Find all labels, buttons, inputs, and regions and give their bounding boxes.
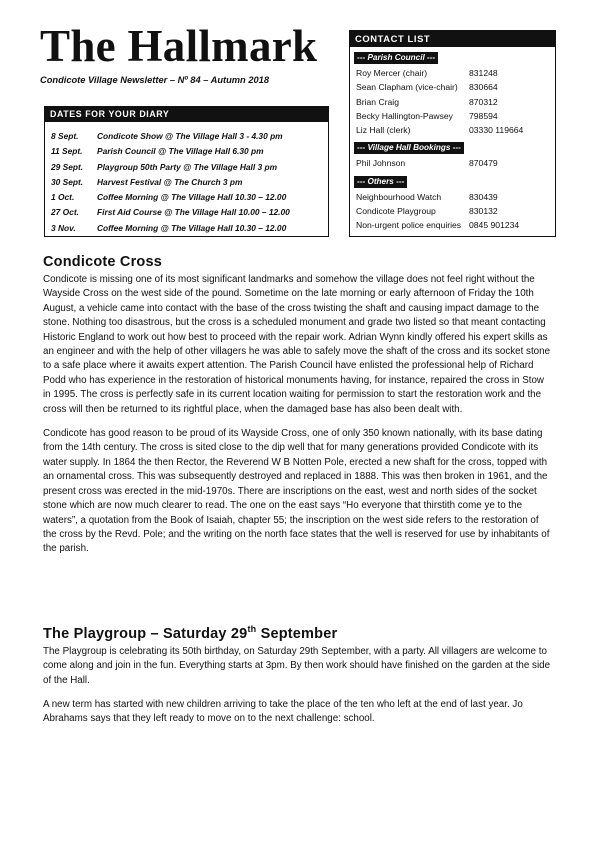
contact-name: Brian Craig [356,96,399,107]
diary-heading: DATES FOR YOUR DIARY [45,107,328,122]
diary-entry [51,205,328,220]
contact-row [350,80,555,94]
article-playgroup [43,624,553,737]
contact-phone: 03330 119664 [469,125,524,136]
contact-row [350,190,555,204]
article-heading: Condicote Cross [43,254,163,270]
article-paragraph: The Playgroup is celebrating its 50th birthday, on Saturday 29th September, with a party. All villagers are welcome to come along and join in the fun. Everything starts at 3pm. By then work should have finished on the garden at the side of the Hall. [43,645,551,686]
diary-entry [51,144,328,159]
contact-name: Non-urgent police enquiries [356,220,462,231]
contact-row [350,66,555,80]
contact-phone: 870479 [469,158,498,169]
contact-row [350,109,555,123]
contact-section-title: --- Parish Council --- [354,52,438,64]
contact-name: Phil Johnson [356,158,406,169]
article-paragraph: Condicote has good reason to be proud of its Wayside Cross, one of only 350 known nationally, with its base dating from the 14th century. The cross is sited close to the dip well that for many generations provided Condicote with its water supply. In 1864 the then Rector, the Reverend W B Notten Pole, erected a new shaft for the cross, topped with an ornamental cross. This was subsequently destroyed and replaced in 1888. This was then broken in 1961, and the present cross was erected in the mid-1970s. There are inscriptions on the east, west and north sides of the socket stone which are now much clearer to read. The one on the east says “Ho everyone that thirstith come ye to the waters”, a quotation from the Book of Isaiah, chapter 55; the inscription on the west side refers to the restoration of the cross by the Revd. Pole; and the writing on the north face states that the well is reserved for use by inhabitants of the parish. [43,428,550,555]
diary-date: 11 Sept. [51,146,83,157]
article-paragraph: A new term has started with new children arriving to take the place of the ten who left at the end of last year. Jo Abrahams says that they left ready to move on to the next challenge: school. [43,699,523,725]
contact-name: Neighbourhood Watch [356,191,442,202]
diary-entry [51,175,328,190]
contact-section-title: --- Village Hall Bookings --- [354,142,464,154]
contact-phone: 830132 [469,206,498,217]
diary-event: Playgroup 50th Party @ The Village Hall 3 pm [97,161,278,172]
contact-row [350,204,555,218]
diary-date: 30 Sept. [51,176,84,187]
contact-row [350,156,555,170]
diary-entry [51,190,328,205]
diary-date: 27 Oct. [51,207,79,218]
contact-phone: 830439 [469,191,498,202]
contact-row [350,218,555,232]
diary-entry [51,221,328,236]
diary-list [45,122,328,236]
article-condicote-cross [43,254,553,567]
heading-text: September [256,625,338,642]
diary-date: 3 Nov. [51,222,76,233]
newsletter-subtitle: Condicote Village Newsletter – Nº 84 – Autumn 2018 [40,75,269,85]
contact-heading: CONTACT LIST [350,31,555,47]
diary-event: First Aid Course @ The Village Hall 10.00 – 12.00 [97,207,290,218]
diary-event: Parish Council @ The Village Hall 6.30 pm [97,146,264,157]
masthead [40,22,336,85]
contact-name: Roy Mercer (chair) [356,68,428,78]
diary-date: 29 Sept. [51,161,84,172]
heading-superscript: th [247,624,257,634]
contact-name: Condicote Playgroup [356,206,436,217]
diary-date: 8 Sept. [51,131,79,141]
diary-event: Coffee Morning @ The Village Hall 10.30 – 12.00 [97,222,287,233]
contact-list [350,47,555,233]
contact-name: Sean Clapham (vice-chair) [356,82,458,93]
diary-event: Condicote Show @ The Village Hall 3 - 4.30 pm [97,131,283,141]
article-paragraph: Condicote is missing one of its most significant landmarks and somehow the village does not feel right without the Wayside Cross on the west side of the pound. Sometime on the late morning or early afternoon of Friday the 10th August, a vehicle came into contact with the base of the cross twisting the shaft and causing impact damage to the stone. Nothing too disastrous, but the cross is a scheduled monument and grade two listed so that meant contacting Historic England to work out how best to proceed with the repair work. Adrian Wynn kindly offered his expert skills as an engineer and with the help of other villagers he was able to safely move the shaft of the cross and its socket stone to a safe place where it awaits expert attention. The Parish Council have enlisted the professional help of Richard Podd who has experience in the restoration of historical monuments having, for instance, repaired the cross in Stow in 1995. The cross is perfectly safe in its current location waiting for permission to start the restoration work and the cross will then be returned to its rightful place, when the damaged base has also been dealt with. [43,274,551,415]
contact-list-box [349,30,556,237]
contact-name: Liz Hall (clerk) [356,125,411,136]
diary-entry [51,160,328,175]
heading-text: The Playgroup – Saturday 29 [43,625,248,642]
diary-event: Coffee Morning @ The Village Hall 10.30 – 12.00 [97,192,287,203]
diary-box [44,106,329,237]
diary-event: Harvest Festival @ The Church 3 pm [97,176,243,187]
contact-row [350,123,555,137]
article-heading [43,624,553,642]
contact-row [350,95,555,109]
contact-name: Becky Hallington-Pawsey [356,110,453,121]
contact-phone: 870312 [469,96,498,107]
diary-date: 1 Oct. [51,192,75,203]
contact-phone: 0845 901234 [469,220,520,231]
contact-section-title: --- Others --- [354,176,407,188]
newsletter-title: The Hallmark [40,21,318,71]
contact-phone: 831248 [469,68,498,78]
diary-entry [51,129,328,144]
contact-phone: 798594 [469,110,498,121]
contact-phone: 830664 [469,82,498,93]
